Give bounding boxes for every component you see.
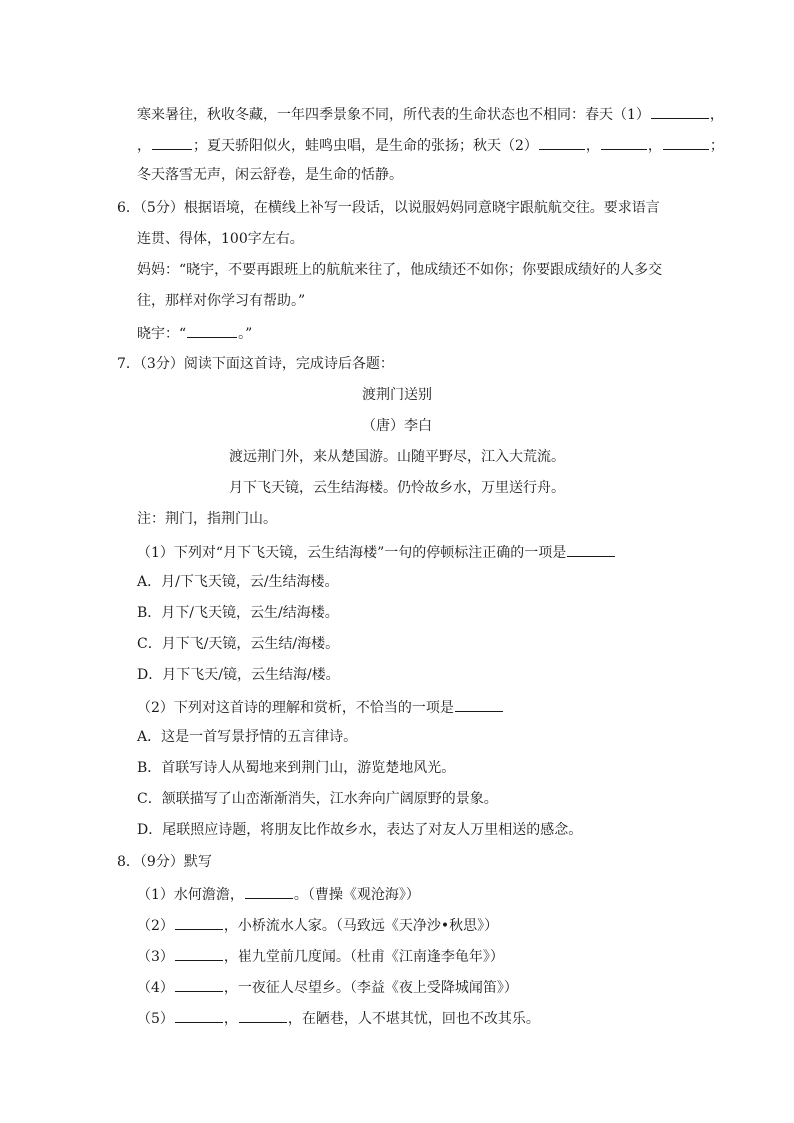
q5-text-line-2: ， ；夏天骄阳似火，蛙鸣虫唱，是生命的张扬；秋天（2） ， ， ； xyxy=(137,134,724,154)
answer-blank[interactable] xyxy=(175,976,223,992)
q5-text-line-3: 冬天落雪无声，闲云舒卷，是生命的恬静。 xyxy=(137,167,403,183)
q6-requirement: 连贯、得体，100字左右。 xyxy=(137,231,304,247)
q8-item-1: （1）水何澹澹， 。（曹操《观沧海》） xyxy=(137,883,420,903)
poem-author: （唐）李白 xyxy=(362,418,432,434)
q6-mom-line-1: 妈妈：“晓宇，不要再跟班上的航航来往了，他成绩还不如你；你要跟成绩好的人多交 xyxy=(137,262,663,278)
answer-blank[interactable] xyxy=(187,322,237,338)
answer-blank[interactable] xyxy=(175,945,223,961)
poem-note: 注：荆门，指荆门山。 xyxy=(137,511,277,527)
q7-1-option-c: C．月下飞/天镜，云生结/海楼。 xyxy=(137,636,340,652)
q8-item-5: （5） ， ，在陋巷，人不堪其忧，回也不改其乐。 xyxy=(137,1007,540,1027)
q7-2-question: （2）下列对这首诗的理解和赏析，不恰当的一项是 xyxy=(137,696,504,716)
q6-mom-line-2: 往，那样对你学习有帮助。” xyxy=(137,293,306,309)
answer-blank[interactable] xyxy=(567,541,615,557)
poem-line-1: 渡远荆门外，来从楚国游。山随平野尽，江入大荒流。 xyxy=(229,449,565,465)
q5-text-line-1: 寒来暑往，秋收冬藏，一年四季景象不同，所代表的生命状态也不相同：春天（1） ， xyxy=(137,103,724,123)
q7-1-option-d: D．月下飞天/镜，云生结海/楼。 xyxy=(137,667,340,683)
q7-2-option-a: A．这是一首写景抒情的五言律诗。 xyxy=(137,729,358,745)
q7-2-option-b: B．首联写诗人从蜀地来到荆门山，游览楚地风光。 xyxy=(137,760,456,776)
poem-title: 渡荆门送别 xyxy=(362,387,432,403)
q6-heading: 6．（5分）根据语境，在横线上补写一段话，以说服妈妈同意晓宇跟航航交往。要求语言 xyxy=(117,200,660,216)
answer-blank[interactable] xyxy=(152,134,192,150)
answer-blank[interactable] xyxy=(601,134,647,150)
answer-blank[interactable] xyxy=(245,883,293,899)
answer-blank[interactable] xyxy=(651,103,709,119)
answer-blank[interactable] xyxy=(539,134,585,150)
q8-item-2: （2） ，小桥流水人家。（马致远《天净沙•秋思》） xyxy=(137,914,498,934)
q7-1-option-b: B．月下/飞天镜，云生/结海楼。 xyxy=(137,605,339,621)
answer-blank[interactable] xyxy=(455,696,503,712)
q6-xiaoyu-line: 晓宇：“ 。” xyxy=(137,322,252,342)
q8-item-4: （4） ，一夜征人尽望乡。（李益《夜上受降城闻笛》） xyxy=(137,976,518,996)
q8-item-3: （3） ，崔九堂前几度闻。（杜甫《江南逢李龟年》） xyxy=(137,945,504,965)
answer-blank[interactable] xyxy=(175,1007,223,1023)
q7-2-option-c: C．颔联描写了山峦渐渐消失，江水奔向广阔原野的景象。 xyxy=(137,791,498,807)
answer-blank[interactable] xyxy=(175,914,223,930)
q7-1-option-a: A．月/下飞天镜，云/生结海楼。 xyxy=(137,574,339,590)
answer-blank[interactable] xyxy=(239,1007,287,1023)
poem-line-2: 月下飞天镜，云生结海楼。仍怜故乡水，万里送行舟。 xyxy=(229,480,565,496)
q8-heading: 8．（9分）默写 xyxy=(117,854,212,870)
q7-1-question: （1）下列对“月下飞天镜，云生结海楼”一句的停顿标注正确的一项是 xyxy=(137,541,616,561)
q7-heading: 7．（3分）阅读下面这首诗，完成诗后各题： xyxy=(117,356,394,372)
answer-blank[interactable] xyxy=(663,134,709,150)
q7-2-option-d: D．尾联照应诗题，将朋友比作故乡水，表达了对友人万里相送的感念。 xyxy=(137,822,583,838)
